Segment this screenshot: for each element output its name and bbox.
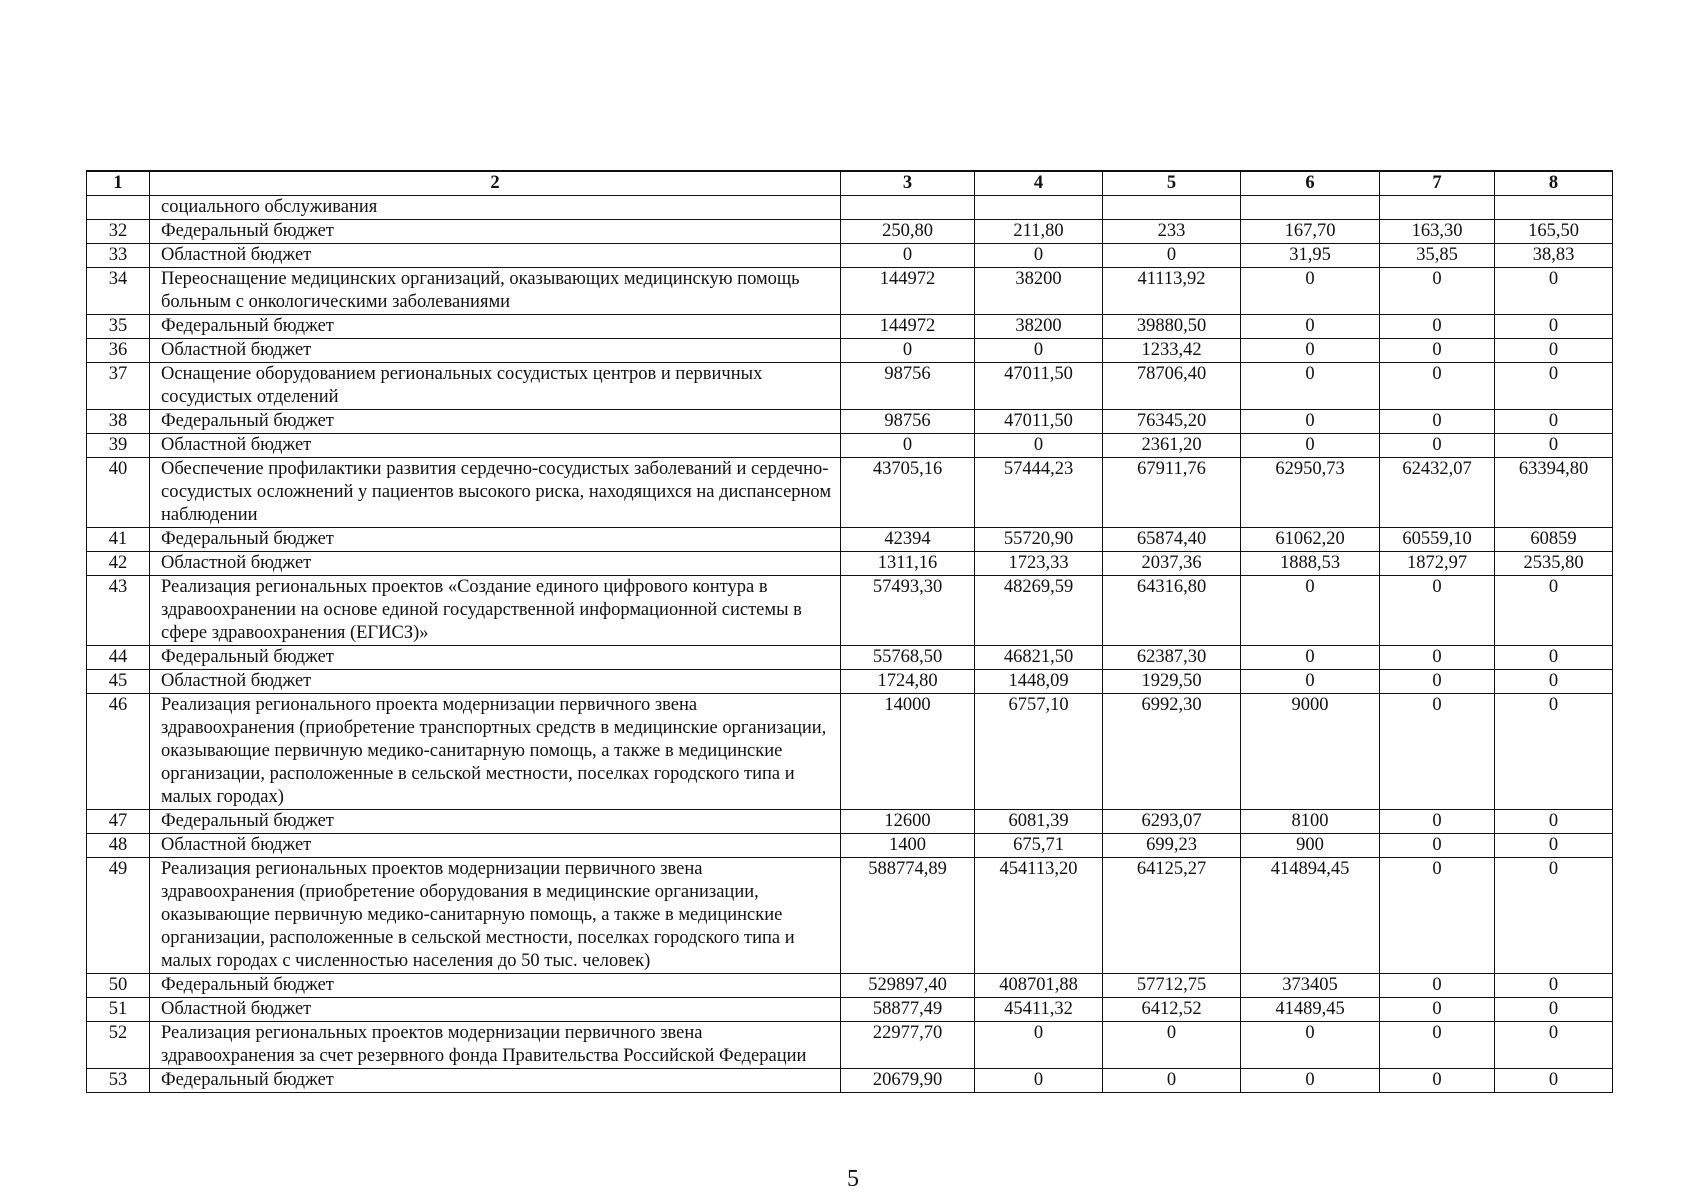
value-cell-col-4: 675,71 [975,834,1103,858]
table-row [87,998,1613,1022]
value-cell-col-4: 55720,90 [975,528,1103,552]
table-row [87,834,1613,858]
value-cell-col-4: 45411,32 [975,998,1103,1022]
value-cell-col-3: 0 [841,244,975,268]
value-cell-col-5: 39880,50 [1103,315,1241,339]
value-cell-col-7: 0 [1380,694,1495,810]
value-cell-col-7 [1380,196,1495,220]
row-number: 39 [87,434,150,458]
value-cell-col-3: 98756 [841,410,975,434]
value-cell-col-7: 0 [1380,363,1495,410]
value-cell-col-8: 0 [1495,670,1613,694]
value-cell-col-4: 408701,88 [975,974,1103,998]
value-cell-col-3: 14000 [841,694,975,810]
value-cell-col-4: 46821,50 [975,646,1103,670]
table-header [87,171,1613,196]
value-cell-col-6: 0 [1241,339,1380,363]
table-row [87,363,1613,410]
row-number [87,196,150,220]
value-cell-col-5: 67911,76 [1103,458,1241,528]
header-col-7: 7 [1380,171,1495,196]
value-cell-col-4: 48269,59 [975,576,1103,646]
value-cell-col-4: 1448,09 [975,670,1103,694]
value-cell-col-5: 78706,40 [1103,363,1241,410]
row-name: Федеральный бюджет [150,315,841,339]
value-cell-col-4: 47011,50 [975,363,1103,410]
value-cell-col-8: 0 [1495,363,1613,410]
table-row [87,810,1613,834]
table-row [87,528,1613,552]
row-name: Обеспечение профилактики развития сердечно-сосудистых заболеваний и сердечно-сосудистых осложнений у пациентов высокого риска, находящихся на диспансерном наблюдении [150,458,841,528]
value-cell-col-8 [1495,196,1613,220]
row-number: 36 [87,339,150,363]
value-cell-col-5: 0 [1103,244,1241,268]
value-cell-col-8: 0 [1495,410,1613,434]
row-number: 41 [87,528,150,552]
row-number: 40 [87,458,150,528]
row-number: 43 [87,576,150,646]
value-cell-col-8: 63394,80 [1495,458,1613,528]
value-cell-col-3: 42394 [841,528,975,552]
value-cell-col-3: 43705,16 [841,458,975,528]
header-col-1: 1 [87,171,150,196]
table-row [87,196,1613,220]
value-cell-col-5: 233 [1103,220,1241,244]
header-col-5: 5 [1103,171,1241,196]
value-cell-col-6: 31,95 [1241,244,1380,268]
row-name: Областной бюджет [150,434,841,458]
table-row [87,974,1613,998]
value-cell-col-8: 0 [1495,1022,1613,1069]
value-cell-col-3: 144972 [841,315,975,339]
header-col-8: 8 [1495,171,1613,196]
value-cell-col-3: 529897,40 [841,974,975,998]
value-cell-col-6: 8100 [1241,810,1380,834]
row-name: Реализация региональных проектов модернизации первичного звена здравоохранения (приобретение оборудования в медицинские организации, оказывающие первичную медико-санитарную помощь, а также в медицинские организации, расположенные в сельской местности, поселках городского типа и малых городах с численностью населения до 50 тыс. человек) [150,858,841,974]
value-cell-col-4: 211,80 [975,220,1103,244]
row-name: Федеральный бюджет [150,220,841,244]
value-cell-col-7: 0 [1380,858,1495,974]
table-row [87,694,1613,810]
value-cell-col-8: 165,50 [1495,220,1613,244]
value-cell-col-8: 0 [1495,998,1613,1022]
row-number: 48 [87,834,150,858]
value-cell-col-8: 0 [1495,834,1613,858]
value-cell-col-6: 0 [1241,670,1380,694]
row-name: социального обслуживания [150,196,841,220]
value-cell-col-3: 1400 [841,834,975,858]
value-cell-col-6: 0 [1241,410,1380,434]
value-cell-col-6: 0 [1241,434,1380,458]
value-cell-col-3 [841,196,975,220]
row-number: 45 [87,670,150,694]
row-name: Областной бюджет [150,998,841,1022]
value-cell-col-8: 0 [1495,576,1613,646]
row-number: 47 [87,810,150,834]
value-cell-col-3: 57493,30 [841,576,975,646]
value-cell-col-7: 0 [1380,834,1495,858]
value-cell-col-6: 61062,20 [1241,528,1380,552]
row-name: Областной бюджет [150,552,841,576]
value-cell-col-8: 0 [1495,646,1613,670]
value-cell-col-6: 373405 [1241,974,1380,998]
value-cell-col-7: 60559,10 [1380,528,1495,552]
row-number: 53 [87,1069,150,1093]
value-cell-col-8: 38,83 [1495,244,1613,268]
value-cell-col-4: 47011,50 [975,410,1103,434]
value-cell-col-6: 1888,53 [1241,552,1380,576]
value-cell-col-6: 0 [1241,576,1380,646]
table-row [87,576,1613,646]
value-cell-col-5: 64125,27 [1103,858,1241,974]
row-name: Переоснащение медицинских организаций, оказывающих медицинскую помощь больным с онкологическими заболеваниями [150,268,841,315]
value-cell-col-6: 0 [1241,315,1380,339]
row-name: Федеральный бюджет [150,1069,841,1093]
value-cell-col-4: 57444,23 [975,458,1103,528]
value-cell-col-7: 0 [1380,1022,1495,1069]
row-number: 50 [87,974,150,998]
value-cell-col-4: 0 [975,1022,1103,1069]
value-cell-col-5: 2361,20 [1103,434,1241,458]
value-cell-col-3: 1311,16 [841,552,975,576]
row-name: Областной бюджет [150,339,841,363]
value-cell-col-3: 20679,90 [841,1069,975,1093]
row-number: 42 [87,552,150,576]
table-body [87,196,1613,1093]
row-number: 32 [87,220,150,244]
value-cell-col-7: 0 [1380,576,1495,646]
value-cell-col-8: 0 [1495,974,1613,998]
table-row [87,244,1613,268]
value-cell-col-4: 0 [975,339,1103,363]
value-cell-col-4 [975,196,1103,220]
value-cell-col-5: 41113,92 [1103,268,1241,315]
value-cell-col-7: 0 [1380,646,1495,670]
value-cell-col-7: 35,85 [1380,244,1495,268]
value-cell-col-3: 1724,80 [841,670,975,694]
value-cell-col-5: 1929,50 [1103,670,1241,694]
value-cell-col-4: 0 [975,434,1103,458]
value-cell-col-7: 1872,97 [1380,552,1495,576]
value-cell-col-8: 0 [1495,858,1613,974]
value-cell-col-5: 76345,20 [1103,410,1241,434]
value-cell-col-5: 65874,40 [1103,528,1241,552]
value-cell-col-6 [1241,196,1380,220]
row-name: Федеральный бюджет [150,974,841,998]
value-cell-col-5: 699,23 [1103,834,1241,858]
value-cell-col-6: 0 [1241,363,1380,410]
row-name: Федеральный бюджет [150,528,841,552]
value-cell-col-7: 0 [1380,410,1495,434]
row-name: Федеральный бюджет [150,646,841,670]
value-cell-col-5: 2037,36 [1103,552,1241,576]
row-number: 46 [87,694,150,810]
value-cell-col-5: 57712,75 [1103,974,1241,998]
value-cell-col-7: 0 [1380,268,1495,315]
value-cell-col-7: 0 [1380,1069,1495,1093]
row-name: Реализация региональных проектов модернизации первичного звена здравоохранения за счет резервного фонда Правительства Российской Федерации [150,1022,841,1069]
row-name: Реализация регионального проекта модернизации первичного звена здравоохранения (приобретение транспортных средств в медицинские организации, оказывающие первичную медико-санитарную помощь, а также в медицинские организации, расположенные в сельской местности, поселках городского типа и малых городах) [150,694,841,810]
value-cell-col-6: 0 [1241,268,1380,315]
value-cell-col-8: 0 [1495,315,1613,339]
row-number: 37 [87,363,150,410]
value-cell-col-4: 38200 [975,315,1103,339]
value-cell-col-3: 0 [841,434,975,458]
value-cell-col-3: 98756 [841,363,975,410]
value-cell-col-3: 588774,89 [841,858,975,974]
value-cell-col-5: 6992,30 [1103,694,1241,810]
row-name: Федеральный бюджет [150,810,841,834]
value-cell-col-3: 250,80 [841,220,975,244]
table-row [87,552,1613,576]
value-cell-col-6: 414894,45 [1241,858,1380,974]
row-name: Областной бюджет [150,670,841,694]
value-cell-col-5: 0 [1103,1022,1241,1069]
table-row [87,434,1613,458]
value-cell-col-5: 62387,30 [1103,646,1241,670]
header-col-3: 3 [841,171,975,196]
value-cell-col-6: 0 [1241,1069,1380,1093]
table-row [87,646,1613,670]
value-cell-col-6: 62950,73 [1241,458,1380,528]
table-row [87,220,1613,244]
header-col-2: 2 [150,171,841,196]
value-cell-col-3: 144972 [841,268,975,315]
value-cell-col-5: 6293,07 [1103,810,1241,834]
value-cell-col-3: 12600 [841,810,975,834]
row-name: Оснащение оборудованием региональных сосудистых центров и первичных сосудистых отделений [150,363,841,410]
value-cell-col-5: 1233,42 [1103,339,1241,363]
value-cell-col-5 [1103,196,1241,220]
value-cell-col-3: 58877,49 [841,998,975,1022]
value-cell-col-4: 6081,39 [975,810,1103,834]
table-row [87,268,1613,315]
value-cell-col-4: 454113,20 [975,858,1103,974]
row-name: Федеральный бюджет [150,410,841,434]
row-name: Областной бюджет [150,834,841,858]
value-cell-col-7: 0 [1380,339,1495,363]
header-row [87,171,1613,196]
value-cell-col-8: 2535,80 [1495,552,1613,576]
value-cell-col-8: 0 [1495,339,1613,363]
row-number: 52 [87,1022,150,1069]
value-cell-col-4: 0 [975,244,1103,268]
value-cell-col-7: 0 [1380,434,1495,458]
value-cell-col-6: 900 [1241,834,1380,858]
row-name: Областной бюджет [150,244,841,268]
row-number: 49 [87,858,150,974]
table-row [87,315,1613,339]
table-row [87,339,1613,363]
table-row [87,410,1613,434]
row-number: 51 [87,998,150,1022]
value-cell-col-3: 0 [841,339,975,363]
table-row [87,458,1613,528]
value-cell-col-7: 0 [1380,315,1495,339]
value-cell-col-6: 9000 [1241,694,1380,810]
table-row [87,1069,1613,1093]
value-cell-col-7: 0 [1380,670,1495,694]
value-cell-col-5: 6412,52 [1103,998,1241,1022]
value-cell-col-8: 0 [1495,434,1613,458]
value-cell-col-6: 167,70 [1241,220,1380,244]
value-cell-col-6: 41489,45 [1241,998,1380,1022]
page-number: 5 [847,1166,859,1192]
value-cell-col-4: 0 [975,1069,1103,1093]
value-cell-col-8: 0 [1495,268,1613,315]
value-cell-col-5: 0 [1103,1069,1241,1093]
value-cell-col-7: 0 [1380,974,1495,998]
value-cell-col-6: 0 [1241,1022,1380,1069]
value-cell-col-3: 55768,50 [841,646,975,670]
value-cell-col-5: 64316,80 [1103,576,1241,646]
value-cell-col-3: 22977,70 [841,1022,975,1069]
value-cell-col-7: 0 [1380,810,1495,834]
row-number: 38 [87,410,150,434]
row-number: 34 [87,268,150,315]
value-cell-col-8: 0 [1495,810,1613,834]
value-cell-col-4: 1723,33 [975,552,1103,576]
header-col-6: 6 [1241,171,1380,196]
value-cell-col-7: 163,30 [1380,220,1495,244]
header-col-4: 4 [975,171,1103,196]
row-number: 35 [87,315,150,339]
table-row [87,858,1613,974]
row-name: Реализация региональных проектов «Создание единого цифрового контура в здравоохранении на основе единой государственной информационной системы в сфере здравоохранения (ЕГИСЗ)» [150,576,841,646]
table-row [87,1022,1613,1069]
value-cell-col-7: 62432,07 [1380,458,1495,528]
value-cell-col-4: 6757,10 [975,694,1103,810]
value-cell-col-7: 0 [1380,998,1495,1022]
value-cell-col-8: 0 [1495,1069,1613,1093]
value-cell-col-6: 0 [1241,646,1380,670]
row-number: 33 [87,244,150,268]
value-cell-col-8: 0 [1495,694,1613,810]
row-number: 44 [87,646,150,670]
value-cell-col-4: 38200 [975,268,1103,315]
table-row [87,670,1613,694]
value-cell-col-8: 60859 [1495,528,1613,552]
budget-table [86,170,1613,1093]
